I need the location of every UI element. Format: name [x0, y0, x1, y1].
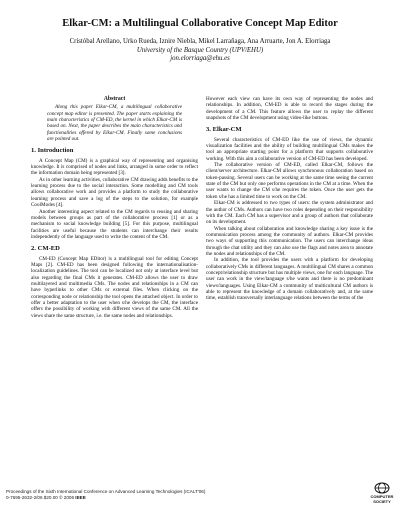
section-heading-cm-ed: 2. CM-ED: [31, 245, 60, 253]
footer-isbn-line: [6, 495, 336, 501]
logo-text-society: SOCIETY: [373, 498, 391, 504]
paragraph: When talking about collaboration and knowledge sharing a key issue is the communication process among the community of authors. Elkar-CM provides two ways of supporting this communication. The users can interchange ideas through the chat utility and they can also use the flags and notes area to annotate the nodes and relationships of the CM.: [206, 225, 373, 257]
paragraph: CM-ED (Concept Map EDitor) is a multilingual tool for editing Concept Maps [2]. CM-ED has been designed following the internationalisation-localization guidelines. The tool can be localized not only at interface level but also regarding the final CMs it generates. CM-ED allows the user to draw multilayered and multimedia CMs. The nodes and relationships in a CM can have hyperlinks to other CMs or external files. When clicking on the corresponding node or relationship the tool opens the attached object. In order to offer a better adaptation to the user when s/he develops the CM, the interface offers the possibility of working with different views of the same CM. All the views share the same structure, i.e. the same nodes and relationships.: [31, 255, 198, 319]
footer-isbn: 0-7695-2632-2/06 $20.00 © 2006: [6, 495, 75, 500]
page-footer: [6, 489, 336, 501]
ieee-mark: IEEE: [75, 495, 86, 500]
paper-title: Elkar-CM: a Multilingual Collaborative Concept Map Editor: [62, 18, 338, 29]
abstract-text: Along this paper Elkar-CM, a multilingual collaborative concept map editor is presented. The paper starts explaining the main characteristics of CM-ED, the kernel in which Elkar-CM is based on. Next, the paper describes the main characteristics and functionalities offered by Elkar-CM. Finally some conclusions are pointed out.: [47, 104, 182, 143]
author-names: Cristóbal Arellano, Urko Rueda, Iznire Niebla, Mikel Larrañaga, Ana Arruarte, Jon A. Elorriaga: [69, 38, 331, 45]
paragraph: However each view can have its own way of representing the nodes and relationships. In addition, CM-ED is able to record the stages during the development of a CM. This feature allows the user to replay the different snapshots of the CM development using video-like buttons.: [206, 96, 373, 122]
right-column: [206, 96, 373, 302]
computer-society-logo: [368, 482, 396, 505]
paragraph: As in other learning activities, collaborative CM drawing adds benefits to the learning process due to the social interaction. Some modelling and CM tools allows collaborative work and provides a platform to study the collaborative learning process and save a log of the steps to the solution, for example CoolModes [4].: [31, 176, 198, 209]
logo-text-computer: COMPUTER: [370, 494, 394, 499]
section-heading-elkar-cm: 3. Elkar-CM: [206, 126, 242, 134]
paragraph: The collaborative version of CM-ED, called Elkar-CM, follows the client/server architecture. Elkar-CM allows synchronous collaboration based on token-passing. Several users can be working at the same time seeing the current state of the CM but only one performs operations in the CM at a time. When the user wants to change the CM s/he requires the token. Once the user gets the token s/he has a limited time to work on the CM.: [206, 162, 373, 200]
paragraph: Elkar-CM is addressed to two types of users: the system administrator and the author of CMs. Authors can have two roles depending on their responsibility with the CM. Each CM has a supervisor and a group of authors that collaborate on its development.: [206, 200, 373, 226]
abstract-heading: Abstract: [103, 96, 126, 102]
paragraph: Another interesting aspect related to the CM regards to reusing and sharing models between groups as part of the collaborative process [1] or as a mechanism to social knowledge building [5]. For this purpose, multilingual facilities are useful because the students can interchange their results independently of the language used to write the content of the CM.: [31, 208, 198, 240]
author-email: jon.elorriaga@ehu.es: [170, 55, 230, 63]
author-block: [0, 38, 400, 64]
footer-proceedings: Proceedings of the Sixth International Conference on Advanced Learning Technologies (ICALT'06): [6, 489, 206, 494]
left-column: [31, 96, 198, 319]
affiliation: University of the Basque Country (UPV/EHU): [136, 46, 264, 54]
paragraph: Several characteristics of CM-ED like the use of views, the dynamic visualization facilities and the ability of building multilingual CMs makes the tool an appropriate starting point for a platform that supports collaborative working. With this aim a collaborative version of CM-ED has been developed.: [206, 136, 373, 162]
computer-society-emblem-icon: [374, 482, 390, 494]
paragraph: In addition, the tool provides the users with a platform for developing collaboratively CMs in different languages. A multilingual CM shares a common concept/relationship structure but has multiple views, one for each language. The user can work in the view/language s/he wants and there is no predominant views/languages. Using Elkar-CM a community of multicultural CM authors is able to represent the knowledge of a domain collaboratively and, at the same time, establish transversally interlanguage relations between the terms of the: [206, 257, 373, 302]
paragraph: A Concept Map (CM) is a graphical way of representing and organising knowledge. It is comprised of nodes and links, arranged in some order to reflect the information domain being represented [3].: [31, 157, 198, 177]
section-heading-introduction: 1. Introduction: [31, 147, 74, 155]
